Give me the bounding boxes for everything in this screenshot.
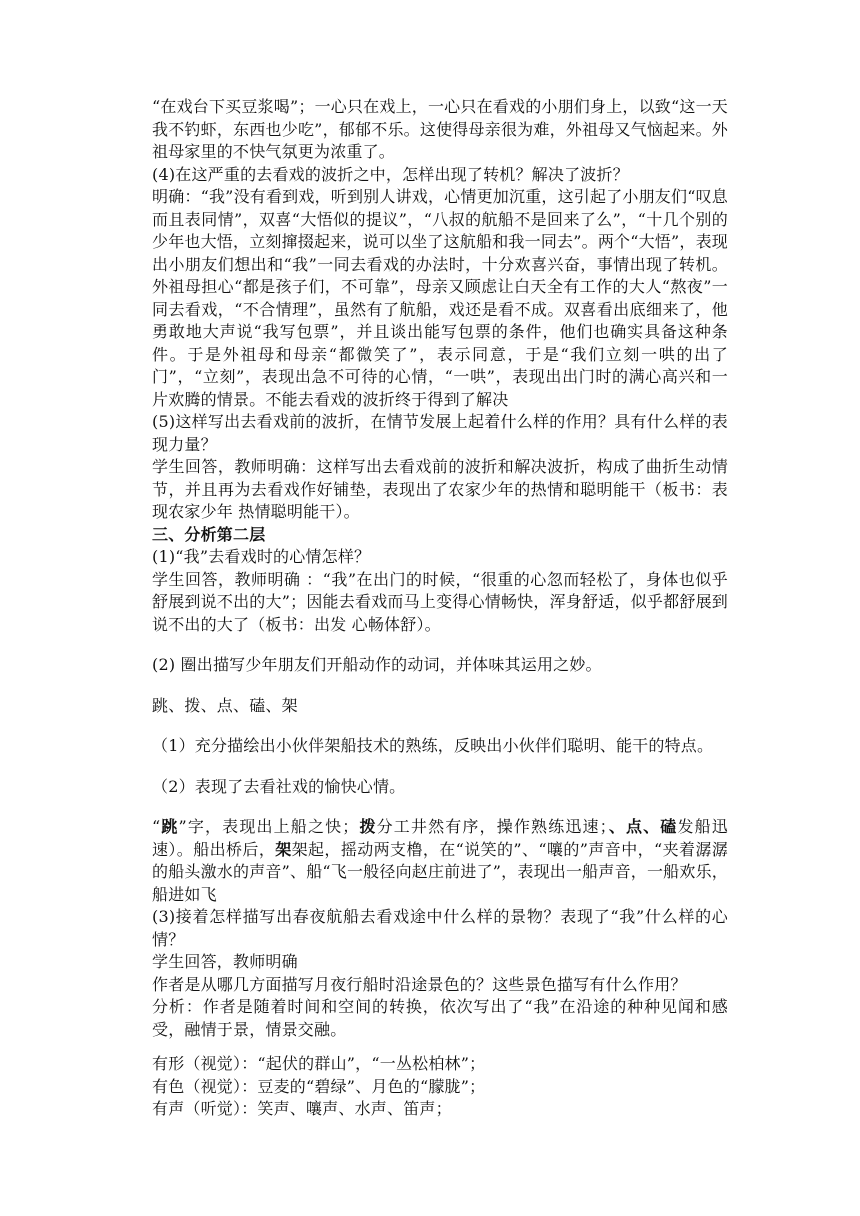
verb-effect-1: （1）充分描绘出小伙伴架船技术的熟练，反映出小伙伴们聪明、能干的特点。 bbox=[152, 736, 714, 755]
answer-5: 学生回答，教师明确：这样写出去看戏前的波折和解决波折，构成了曲折生动情节，并且再为去看戏作好铺垫，表现出了农家少年的热情和聪明能干（板书：表现农家少年 热情聪明能干）。 bbox=[152, 457, 728, 521]
question-mood: (1)“我”去看戏时的心情怎样？ bbox=[152, 547, 371, 566]
question-scenery: (3)接着怎样描写出春夜航船去看戏途中什么样的景物？表现了“我”什么样的心情？ bbox=[152, 907, 728, 949]
verb-tiao: 跳 bbox=[160, 817, 179, 836]
verb-analysis-seg-1: “ bbox=[152, 817, 161, 836]
verb-jia: 架 bbox=[275, 839, 292, 859]
verb-analysis-seg-5: 架起，摇动两支橹，在“说笑的”、“嚷的”声音中，“夹着潺潺的船头激水的声音”、船“飞一般径向赵庄前进了”，表现出一船声音，一船欢乐，船进如飞 bbox=[152, 839, 728, 904]
verb-analysis-seg-2: ”字，表现出上船之快； bbox=[178, 817, 359, 836]
verb-bo: 拨 bbox=[358, 817, 377, 836]
verb-list: 跳、拨、点、磕、架 bbox=[152, 695, 298, 715]
answer-scenery-intro: 学生回答，教师明确 bbox=[152, 952, 298, 971]
scenery-sound: 有声（听觉）：笑声、嚷声、水声、笛声； bbox=[152, 1099, 452, 1118]
question-scenery-aspects: 作者是从哪几方面描写月夜行船时沿途景色的？这些景色描写有什么作用？ bbox=[152, 974, 687, 994]
paragraph-opening: “在戏台下买豆浆喝”；一心只在戏上，一心只在看戏的小朋们身上，以致“这一天我不钓虾，东西也少吃”，郁郁不乐。这使得母亲很为难，外祖母又气恼起来。外祖母家里的不快气氛更为浓重了。 bbox=[152, 97, 728, 161]
analysis-scenery: 分析：作者是随着时间和空间的转换，依次写出了“我”在沿途的种种见闻和感受，融情于景，情景交融。 bbox=[152, 997, 728, 1039]
answer-4: 明确：“我”没有看到戏，听到别人讲戏，心情更加沉重，这引起了小朋友们“叹息而且表同情”，双喜“大悟似的提议”，“八叔的航船不是回来了么”，“十几个别的少年也大悟，立刻撺掇起来，说可以坐了这航船和我一同去”。两个“大悟”，表现出小朋友们想出和“我”一同去看戏的办法时，十分欢喜兴奋，事情出现了转机。外祖母担心“都是孩子们，不可靠”，母亲又顾虑让白天全有工作的大人“熬夜”一同去看戏，“不合情理”，虽然有了航船，戏还是看不成。双喜看出底细来了，他勇敢地大声说“我写包票”，并且谈出能写包票的条件，他们也确实具备这种条件。于是外祖母和母亲“都微笑了”，表示同意，于是“我们立刻一哄的出了门”，“立刻”，表现出急不可待的心情，“一哄”，表现出出门时的满心高兴和一片欢腾的情景。不能去看戏的波折终于得到了解决 bbox=[152, 187, 728, 409]
question-5: (5)这样写出去看戏前的波折，在情节发展上起着什么样的作用？具有什么样的表现力量？ bbox=[152, 412, 728, 454]
question-verbs: (2) 圈出描写少年朋友们开船动作的动词，并体味其运用之妙。 bbox=[152, 655, 602, 674]
verb-analysis-seg-3: 分工井然有序，操作熟练迅速； bbox=[376, 817, 608, 836]
verb-dian-ke: 、点、磕 bbox=[607, 817, 678, 836]
verb-effect-2: （2）表现了去看社戏的愉快心情。 bbox=[152, 776, 406, 796]
answer-mood: 学生回答，教师明确 ：“我”在出门的时候，“很重的心忽而轻松了，身体也似乎舒展到说不出的大”；因能去看戏而马上变得心情畅快，浑身舒适，似乎都舒展到说不出的大了（板书：出发 心畅体舒）。 bbox=[152, 569, 728, 634]
verb-analysis-seg-4: 发船迅速）。船出桥后， bbox=[152, 817, 728, 859]
question-4: (4)在这严重的去看戏的波折之中，怎样出现了转机？解决了波折？ bbox=[152, 164, 629, 184]
scenery-color: 有色（视觉）：豆麦的“碧绿”、月色的“朦胧”； bbox=[152, 1076, 486, 1096]
section-heading-3: 三、分析第二层 bbox=[152, 524, 266, 544]
verb-analysis bbox=[152, 816, 728, 906]
scenery-shape: 有形（视觉）：“起伏的群山”，“一丛松柏林”； bbox=[152, 1054, 486, 1073]
